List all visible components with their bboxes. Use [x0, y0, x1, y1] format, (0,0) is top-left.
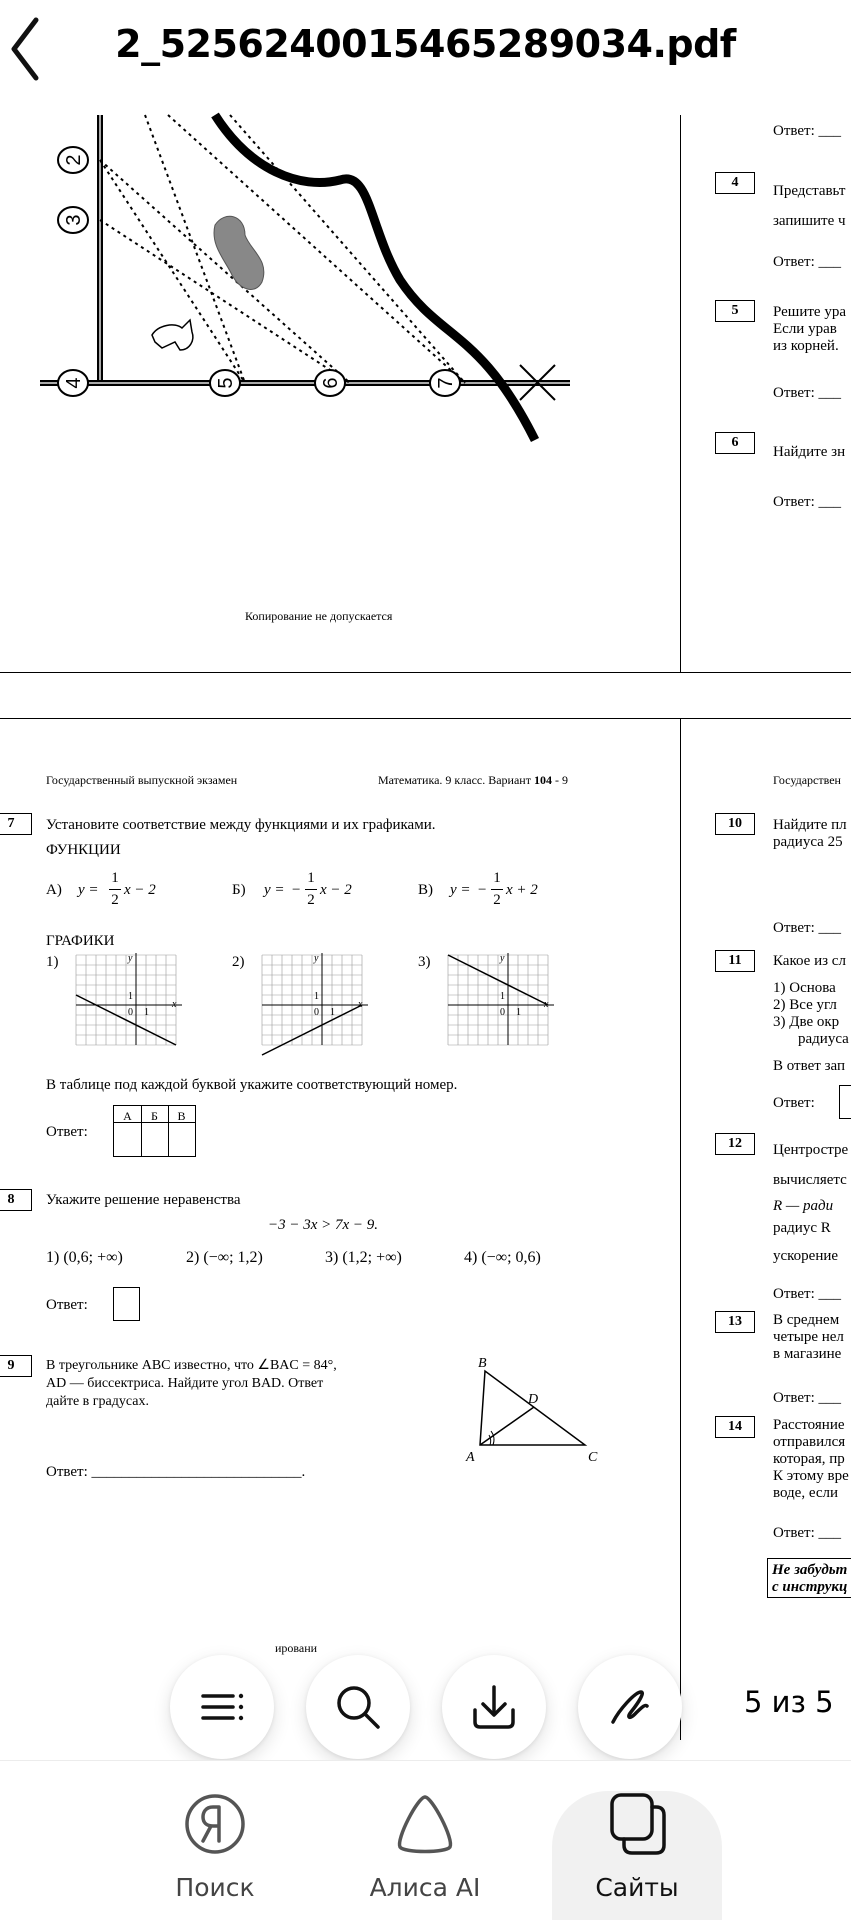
route-map-figure: [40, 110, 640, 450]
task-text: Центростре: [773, 1142, 849, 1158]
task-text: которая, пр: [773, 1451, 845, 1467]
header-variant-text: Математика. 9 класс. Вариант: [378, 773, 534, 787]
map-point-label: 4: [63, 377, 85, 389]
task-text: в магазине: [773, 1346, 842, 1362]
answer-label: Ответ:: [46, 1297, 88, 1313]
answer-line: Ответ: ___: [773, 123, 842, 139]
task-text: запишите ч: [773, 213, 846, 229]
x-axis-label: x: [358, 999, 363, 1010]
answer-label: Ответ:: [773, 1095, 815, 1111]
equation-lhs: y =: [450, 882, 471, 898]
x-axis-label: x: [544, 999, 549, 1010]
task-text: четыре нел: [773, 1329, 844, 1345]
fraction-numerator: 1: [111, 870, 119, 886]
task-text: Представьт: [773, 183, 846, 199]
task-option: радиуса: [798, 1031, 849, 1047]
download-button[interactable]: [442, 1655, 546, 1759]
tick-label: 1: [516, 1007, 521, 1018]
x-axis-label: x: [172, 999, 177, 1010]
fraction-bar: [305, 889, 317, 890]
reminder-note: [767, 1558, 851, 1598]
task-number: 10: [715, 813, 755, 835]
task-text: Если урав: [773, 321, 837, 337]
vertex-label: B: [478, 1357, 487, 1371]
tick-label: 0: [314, 1007, 319, 1018]
task-number: 4: [715, 172, 755, 194]
answer-line: Ответ: ____________________________.: [46, 1464, 306, 1480]
page-counter: 5 из 5: [744, 1685, 834, 1719]
function-c: [418, 869, 558, 913]
task-text: Укажите решение неравенства: [46, 1192, 241, 1208]
task-number: 8: [0, 1189, 32, 1211]
section-title: ФУНКЦИИ: [46, 842, 121, 858]
graph-2: [256, 951, 382, 1063]
answer-line: Ответ: ___: [773, 920, 842, 936]
inequality: −3 − 3x > 7x − 9.: [268, 1217, 379, 1233]
map-point-label: 7: [435, 377, 457, 389]
alice-triangle-icon: [390, 1789, 460, 1859]
tick-label: 1: [144, 1007, 149, 1018]
search-button[interactable]: [306, 1655, 410, 1759]
tick-label: 0: [500, 1007, 505, 1018]
note-text: с инструкц: [772, 1579, 848, 1595]
task-text: радиуса 25: [773, 834, 843, 850]
pdf-page-3: [0, 719, 680, 1740]
nav-label: Сайты: [595, 1873, 679, 1902]
map-point-label: 6: [320, 377, 342, 389]
option-label: Б): [232, 882, 246, 898]
task-text: Найдите зн: [773, 444, 846, 460]
task-number: 7: [0, 813, 32, 835]
graph-3: [442, 951, 568, 1063]
list-menu-icon: [197, 1682, 247, 1732]
sites-tabs-icon: [602, 1789, 672, 1859]
task-option: 3) Две окр: [773, 1014, 840, 1030]
table-header: В: [177, 1109, 186, 1123]
vertex-label: C: [588, 1450, 598, 1465]
equation-sign: −: [478, 882, 487, 898]
page-header-right: [378, 771, 568, 789]
app-header: [0, 0, 851, 100]
pdf-viewer[interactable]: [0, 100, 851, 1740]
page-header-left: Государствен: [773, 773, 841, 787]
task-number: 11: [715, 950, 755, 972]
task-text: AD — биссектриса. Найдите угол BAD. Ответ: [46, 1376, 324, 1391]
fraction-bar: [491, 889, 503, 890]
option-2: 2) (−∞; 1,2): [186, 1249, 263, 1266]
task-number: 13: [715, 1311, 755, 1333]
answer-line: Ответ: ___: [773, 494, 842, 510]
answer-line: Ответ: ___: [773, 385, 842, 401]
option-1: 1) (0,6; +∞): [46, 1249, 123, 1266]
pdf-page-4: [681, 719, 851, 1740]
download-icon: [469, 1682, 519, 1732]
function-b: [232, 869, 372, 913]
task-text: отправился: [773, 1434, 846, 1450]
pdf-page-2: [681, 100, 851, 672]
sign-button[interactable]: [578, 1655, 682, 1759]
option-3: 3) (1,2; +∞): [325, 1249, 402, 1266]
page-footer: Копирование не допускается: [245, 609, 393, 623]
option-label: В): [418, 882, 433, 898]
fraction-denominator: 2: [493, 892, 501, 908]
task-text: Расстояние: [773, 1417, 845, 1433]
equation-lhs: y =: [78, 882, 99, 898]
equation-rest: x − 2: [124, 882, 156, 898]
header-page-number: - 9: [551, 773, 568, 787]
equation-sign: −: [292, 882, 301, 898]
tick-label: 1: [128, 991, 133, 1002]
answer-label: Ответ:: [46, 1124, 88, 1140]
task-text: К этому вре: [773, 1468, 849, 1484]
task-text: из корней.: [773, 338, 839, 354]
table-header: Б: [151, 1109, 158, 1123]
task-text: В ответ зап: [773, 1058, 845, 1074]
contents-button[interactable]: [170, 1655, 274, 1759]
equation-rest: x − 2: [320, 882, 352, 898]
fraction-bar: [109, 889, 121, 890]
map-point-label: 3: [63, 214, 85, 226]
task-text: ускорение: [773, 1248, 839, 1264]
graph-label: 2): [232, 954, 245, 970]
y-axis-label: y: [314, 953, 319, 964]
task-number: 14: [715, 1416, 755, 1438]
page-footer: ировани: [275, 1641, 318, 1655]
nav-alice[interactable]: [360, 1761, 490, 1920]
tick-label: 1: [330, 1007, 335, 1018]
vertex-label: A: [466, 1450, 475, 1465]
answer-box[interactable]: [839, 1085, 851, 1119]
page-header-left: Государственный выпускной экзамен: [46, 773, 238, 787]
answer-line: Ответ: ___: [773, 1286, 842, 1302]
task-text: R — ради: [773, 1198, 834, 1214]
graph-label: 1): [46, 954, 59, 970]
task-number: 12: [715, 1133, 755, 1155]
answer-line: Ответ: ___: [773, 254, 842, 270]
task-text: воде, если: [773, 1485, 839, 1501]
bottom-navigation: [0, 1760, 851, 1920]
page-border: [0, 672, 851, 673]
equation-lhs: y =: [264, 882, 285, 898]
vertex-label: D: [528, 1392, 539, 1407]
equation-rest: x + 2: [506, 882, 538, 898]
function-a: [46, 869, 176, 913]
nav-label: Алиса AI: [369, 1873, 481, 1902]
task-text: В среднем: [773, 1312, 840, 1328]
task-instruction: В таблице под каждой буквой укажите соответствующий номер.: [46, 1077, 458, 1093]
task-text: Решите ура: [773, 304, 847, 320]
note-text: Не забудьт: [772, 1562, 848, 1578]
task-text: радиус R: [773, 1220, 831, 1236]
task-text: вычисляетс: [773, 1172, 847, 1188]
task-text: Какое из сл: [773, 953, 846, 969]
pdf-page-1: [0, 100, 680, 672]
yandex-logo-icon: [180, 1789, 250, 1859]
nav-search[interactable]: [150, 1761, 280, 1920]
nav-label: Поиск: [175, 1873, 255, 1902]
answer-line: Ответ: ___: [773, 1390, 842, 1406]
graph-label: 3): [418, 954, 431, 970]
map-point-label: 5: [215, 377, 237, 389]
graph-1: [70, 951, 196, 1063]
header-variant-number: 104: [533, 773, 552, 787]
fraction-denominator: 2: [111, 892, 119, 908]
tick-label: 1: [314, 991, 319, 1002]
answer-line: Ответ: ___: [773, 1525, 842, 1541]
task-option: 2) Все угл: [773, 997, 837, 1013]
fraction-denominator: 2: [307, 892, 315, 908]
task-number: 9: [0, 1355, 32, 1377]
task-text: Найдите пл: [773, 817, 847, 833]
y-axis-label: y: [128, 953, 133, 964]
task-text: дайте в градусах.: [46, 1394, 149, 1409]
document-title: 2_5256240015465289034.pdf: [115, 22, 736, 66]
triangle-figure: [460, 1357, 610, 1467]
map-point-label: 2: [63, 154, 85, 166]
answer-box[interactable]: [113, 1287, 140, 1321]
task-number: 5: [715, 300, 755, 322]
fraction-numerator: 1: [493, 870, 501, 886]
task-text: Установите соответствие между функциями и их графиками.: [46, 817, 436, 833]
tick-label: 1: [500, 991, 505, 1002]
nav-sites[interactable]: [572, 1761, 702, 1920]
section-title: ГРАФИКИ: [46, 933, 115, 949]
y-axis-label: y: [500, 953, 505, 964]
answer-table[interactable]: [113, 1105, 196, 1157]
option-label: А): [46, 882, 62, 898]
task-text: В треугольнике ABC известно, что ∠BAC = 84°,: [46, 1358, 337, 1373]
task-number: 6: [715, 432, 755, 454]
search-icon: [333, 1682, 383, 1732]
task-option: 1) Основа: [773, 980, 836, 996]
option-4: 4) (−∞; 0,6): [464, 1249, 541, 1266]
fraction-numerator: 1: [307, 870, 315, 886]
signature-pen-icon: [605, 1682, 655, 1732]
tick-label: 0: [128, 1007, 133, 1018]
table-header: А: [123, 1109, 132, 1123]
